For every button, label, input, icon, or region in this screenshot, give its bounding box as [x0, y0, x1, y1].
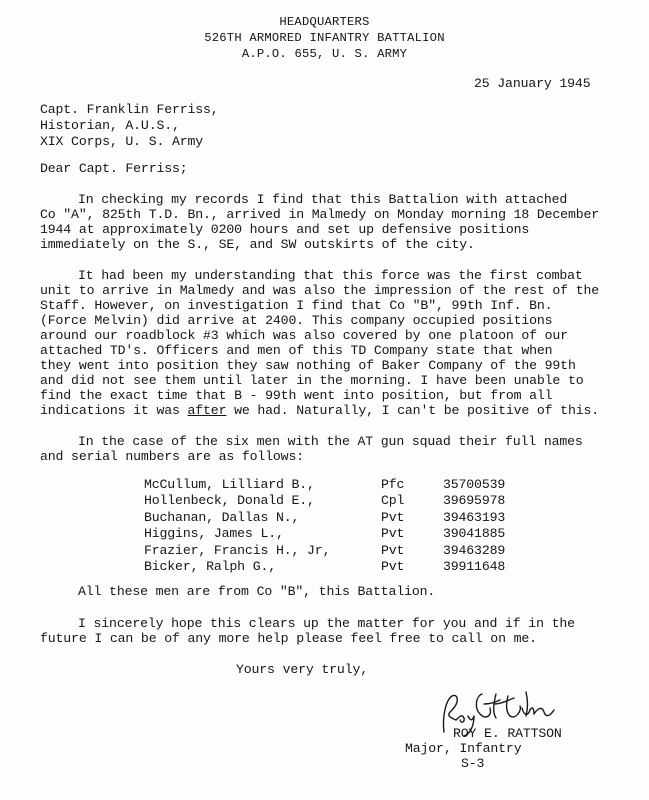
paragraph-2-line: and did not see them until later in the morning. I have been unable to [40, 373, 584, 388]
roster-serial: 39695978 [443, 493, 506, 509]
paragraph-2-line: It had been my understanding that this force was the first combat [78, 268, 583, 283]
table-row [144, 526, 563, 542]
paragraph-1-line: 1944 at approximately 0200 hours and set up defensive positions [40, 222, 530, 237]
emphasis-after: after [187, 403, 227, 418]
roster-name: Frazier, Francis H., Jr, [144, 542, 331, 558]
recipient-line-3: XIX Corps, U. S. Army [40, 134, 204, 149]
table-row [144, 543, 563, 559]
roster-serial: 39463289 [443, 542, 506, 558]
paragraph-1-line: immediately on the S., SE, and SW outskirts of the city. [40, 237, 475, 252]
letterhead-line-2: 526TH ARMORED INFANTRY BATTALION [204, 31, 445, 45]
paragraph-1-line: In checking my records I find that this Battalion with attached [78, 192, 568, 207]
roster-name: Hollenbeck, Donald E., [144, 493, 315, 509]
roster-rank: Pvt [381, 542, 405, 558]
paragraph-2-line: find the exact time that B - 99th went into position, but from all [40, 388, 553, 403]
paragraph-4: All these men are from Co "B", this Battalion. [78, 584, 436, 599]
signer-name: ROY E. RATTSON [453, 726, 562, 741]
paragraph-2-line: (Force Melvin) did arrive at 2400. This company occupied positions [40, 313, 553, 328]
table-row [144, 559, 563, 575]
paragraph-5-line: future I can be of any more help please feel free to call on me. [40, 631, 537, 646]
paragraph-2-line: around our roadblock #3 which was also covered by one platoon of our [40, 328, 568, 343]
roster-serial: 35700539 [443, 477, 506, 492]
roster-serial: 39911648 [443, 559, 506, 575]
closing: Yours very truly, [236, 662, 368, 677]
roster-rank: Cpl [381, 493, 405, 509]
roster-name: Bicker, Ralph G., [144, 559, 276, 575]
paragraph-2-last-before: indications it was [40, 403, 188, 418]
recipient-line-1: Capt. Franklin Ferriss, [40, 102, 219, 117]
paragraph-2-last-after: we had. Naturally, I can't be positive of this. [226, 403, 600, 418]
roster-table [144, 477, 563, 575]
letterhead-line-3: A.P.O. 655, U. S. ARMY [241, 47, 408, 61]
paragraph-2-line: they went into position they saw nothing of Baker Company of the 99th [40, 358, 576, 373]
roster-name: Buchanan, Dallas N., [144, 509, 300, 525]
table-row [144, 510, 563, 526]
table-row [144, 493, 563, 509]
roster-rank: Pvt [381, 526, 405, 542]
roster-name: McCullum, Lilliard B., [144, 477, 315, 492]
letterhead-line-1: HEADQUARTERS [279, 15, 370, 29]
paragraph-2-line: attached TD's. Officers and men of this TD Company state that when [40, 343, 553, 358]
letter-date: 25 January 1945 [474, 76, 591, 91]
roster-serial: 39463193 [443, 509, 506, 525]
paragraph-5-line: I sincerely hope this clears up the matter for you and if in the [78, 616, 575, 631]
roster-rank: Pvt [381, 509, 405, 525]
roster-name: Higgins, James L., [144, 526, 284, 542]
paragraph-1-line: Co "A", 825th T.D. Bn., arrived in Malmedy on Monday morning 18 December [40, 207, 599, 222]
roster-serial: 39041885 [443, 526, 506, 542]
paragraph-3-line: and serial numbers are as follows: [40, 449, 304, 464]
paragraph-2-line: Staff. However, on investigation I find that Co "B", 99th Inf. Bn. [40, 298, 553, 313]
roster-rank: Pfc [381, 477, 405, 492]
signer-position: S-3 [461, 756, 485, 771]
signer-rank: Major, Infantry [405, 741, 522, 756]
paragraph-2-last-line [40, 403, 599, 419]
paragraph-3-line: In the case of the six men with the AT gun squad their full names [78, 434, 583, 449]
recipient-line-2: Historian, A.U.S., [40, 118, 180, 133]
paragraph-2-line: unit to arrive in Malmedy and was also the impression of the rest of the [40, 283, 599, 298]
salutation: Dear Capt. Ferriss; [40, 161, 188, 176]
table-row [144, 477, 563, 493]
roster-rank: Pvt [381, 559, 405, 575]
